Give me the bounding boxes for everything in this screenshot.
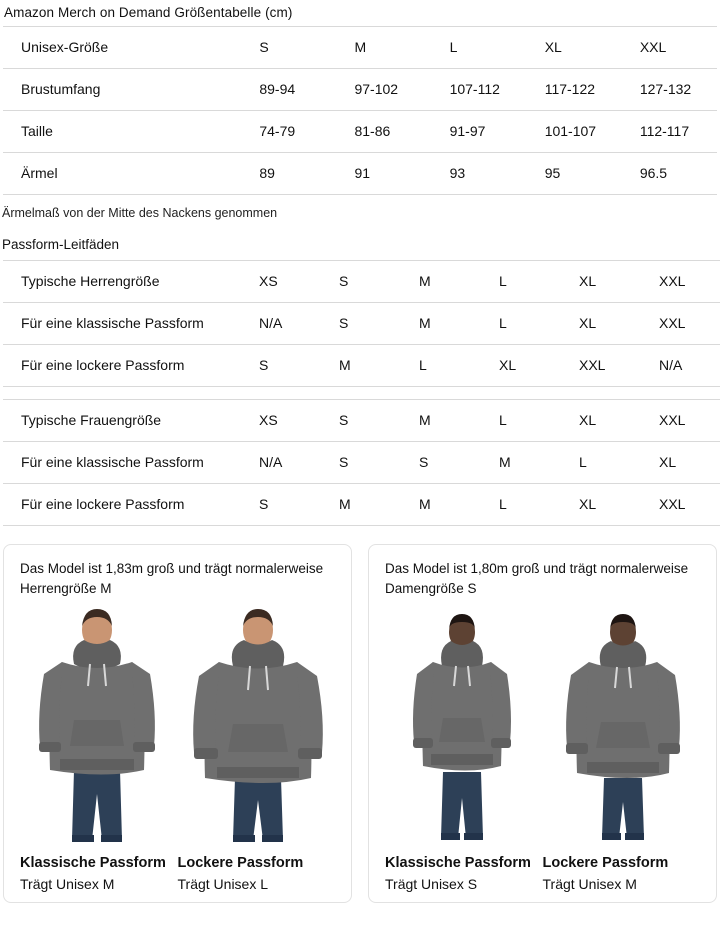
- model-cards: [3, 544, 717, 903]
- figure-classic-fit-men: [20, 602, 175, 847]
- cell: S: [321, 442, 401, 484]
- row-label: Für eine klassische Passform: [3, 442, 241, 484]
- model-caption: Das Model ist 1,80m groß und trägt normalerweise Damengröße S: [385, 561, 689, 596]
- cell: M: [321, 484, 401, 526]
- cell: 91-97: [432, 111, 527, 153]
- size-table: [3, 26, 717, 195]
- cell: XL: [561, 303, 641, 345]
- cell: XS: [241, 261, 321, 303]
- fit-name: Klassische Passform: [385, 855, 531, 872]
- table-row: [3, 261, 720, 303]
- cell: M: [401, 261, 481, 303]
- cell: XXL: [641, 400, 720, 442]
- row-label: Unisex-Größe: [3, 27, 241, 69]
- figure-label-relaxed: [178, 855, 336, 892]
- cell: M: [321, 345, 401, 387]
- cell: S: [241, 27, 336, 69]
- cell: 96.5: [622, 153, 717, 195]
- cell: XS: [241, 400, 321, 442]
- cell: XL: [481, 345, 561, 387]
- fit-name: Lockere Passform: [177, 855, 304, 872]
- model-card-men: [3, 544, 352, 903]
- cell: N/A: [241, 442, 321, 484]
- hoodie-figure-male-relaxed: [183, 602, 333, 847]
- cell: 127-132: [622, 69, 717, 111]
- sleeve-measurement-note: Ärmelmaß von der Mitte des Nackens genommen: [2, 206, 278, 220]
- cell: XL: [641, 442, 720, 484]
- cell: M: [481, 442, 561, 484]
- row-label: Taille: [3, 111, 241, 153]
- table-row: [3, 400, 720, 442]
- figure-label-classic: [20, 855, 178, 892]
- row-label: Brustumfang: [3, 69, 241, 111]
- figure-label-relaxed: [543, 855, 701, 892]
- hoodie-figure-male-classic: [22, 602, 172, 847]
- row-label: Für eine lockere Passform: [3, 345, 241, 387]
- cell: L: [432, 27, 527, 69]
- figure-labels: [20, 855, 335, 892]
- model-card-women: [368, 544, 717, 903]
- cell: N/A: [241, 303, 321, 345]
- table-row: [3, 111, 717, 153]
- figure-relaxed-fit-women: [546, 602, 701, 847]
- table-row: [3, 153, 717, 195]
- cell: 81-86: [336, 111, 431, 153]
- womens-fit-table: [3, 399, 720, 526]
- cell: 74-79: [241, 111, 336, 153]
- cell: L: [481, 400, 561, 442]
- cell: L: [481, 484, 561, 526]
- table-row: [3, 69, 717, 111]
- cell: M: [401, 303, 481, 345]
- cell: L: [481, 303, 561, 345]
- cell: M: [336, 27, 431, 69]
- cell: L: [401, 345, 481, 387]
- figure-row: [385, 602, 700, 847]
- cell: 89: [241, 153, 336, 195]
- cell: XXL: [622, 27, 717, 69]
- table-row: [3, 484, 720, 526]
- table-row: [3, 27, 717, 69]
- cell: 112-117: [622, 111, 717, 153]
- table-row: [3, 345, 720, 387]
- fit-wears: Trägt Unisex S: [385, 876, 478, 893]
- cell: XL: [561, 261, 641, 303]
- cell: XXL: [641, 484, 720, 526]
- figure-classic-fit-women: [385, 602, 540, 847]
- cell: N/A: [641, 345, 720, 387]
- fit-name: Klassische Passform: [20, 855, 166, 872]
- cell: S: [241, 345, 321, 387]
- cell: XL: [561, 400, 641, 442]
- fit-name: Lockere Passform: [542, 855, 669, 872]
- cell: L: [481, 261, 561, 303]
- row-label: Ärmel: [3, 153, 241, 195]
- figure-labels: [385, 855, 700, 892]
- mens-fit-table: [3, 260, 720, 387]
- cell: S: [401, 442, 481, 484]
- row-label: Typische Herrengröße: [3, 261, 241, 303]
- cell: S: [321, 303, 401, 345]
- cell: 101-107: [527, 111, 622, 153]
- table-row: [3, 442, 720, 484]
- row-label: Typische Frauengröße: [3, 400, 241, 442]
- cell: 117-122: [527, 69, 622, 111]
- hoodie-figure-female-relaxed: [548, 602, 698, 847]
- row-label: Für eine lockere Passform: [3, 484, 241, 526]
- cell: 89-94: [241, 69, 336, 111]
- fit-wears: Trägt Unisex L: [177, 876, 269, 893]
- cell: 107-112: [432, 69, 527, 111]
- cell: S: [321, 400, 401, 442]
- cell: XL: [527, 27, 622, 69]
- cell: 91: [336, 153, 431, 195]
- cell: M: [401, 484, 481, 526]
- figure-label-classic: [385, 855, 543, 892]
- cell: S: [321, 261, 401, 303]
- cell: XL: [561, 484, 641, 526]
- fit-wears: Trägt Unisex M: [542, 876, 637, 893]
- fit-guide-heading: Passform-Leitfäden: [2, 237, 120, 252]
- cell: 95: [527, 153, 622, 195]
- table-row: [3, 303, 720, 345]
- cell: 97-102: [336, 69, 431, 111]
- page-title: Amazon Merch on Demand Größentabelle (cm): [4, 5, 293, 20]
- figure-row: [20, 602, 335, 847]
- cell: XXL: [561, 345, 641, 387]
- hoodie-figure-female-classic: [387, 602, 537, 847]
- cell: XXL: [641, 261, 720, 303]
- figure-relaxed-fit-men: [181, 602, 336, 847]
- cell: S: [241, 484, 321, 526]
- cell: L: [561, 442, 641, 484]
- fit-wears: Trägt Unisex M: [20, 876, 115, 893]
- model-caption: Das Model ist 1,83m groß und trägt normalerweise Herrengröße M: [20, 561, 324, 596]
- cell: 93: [432, 153, 527, 195]
- row-label: Für eine klassische Passform: [3, 303, 241, 345]
- cell: M: [401, 400, 481, 442]
- cell: XXL: [641, 303, 720, 345]
